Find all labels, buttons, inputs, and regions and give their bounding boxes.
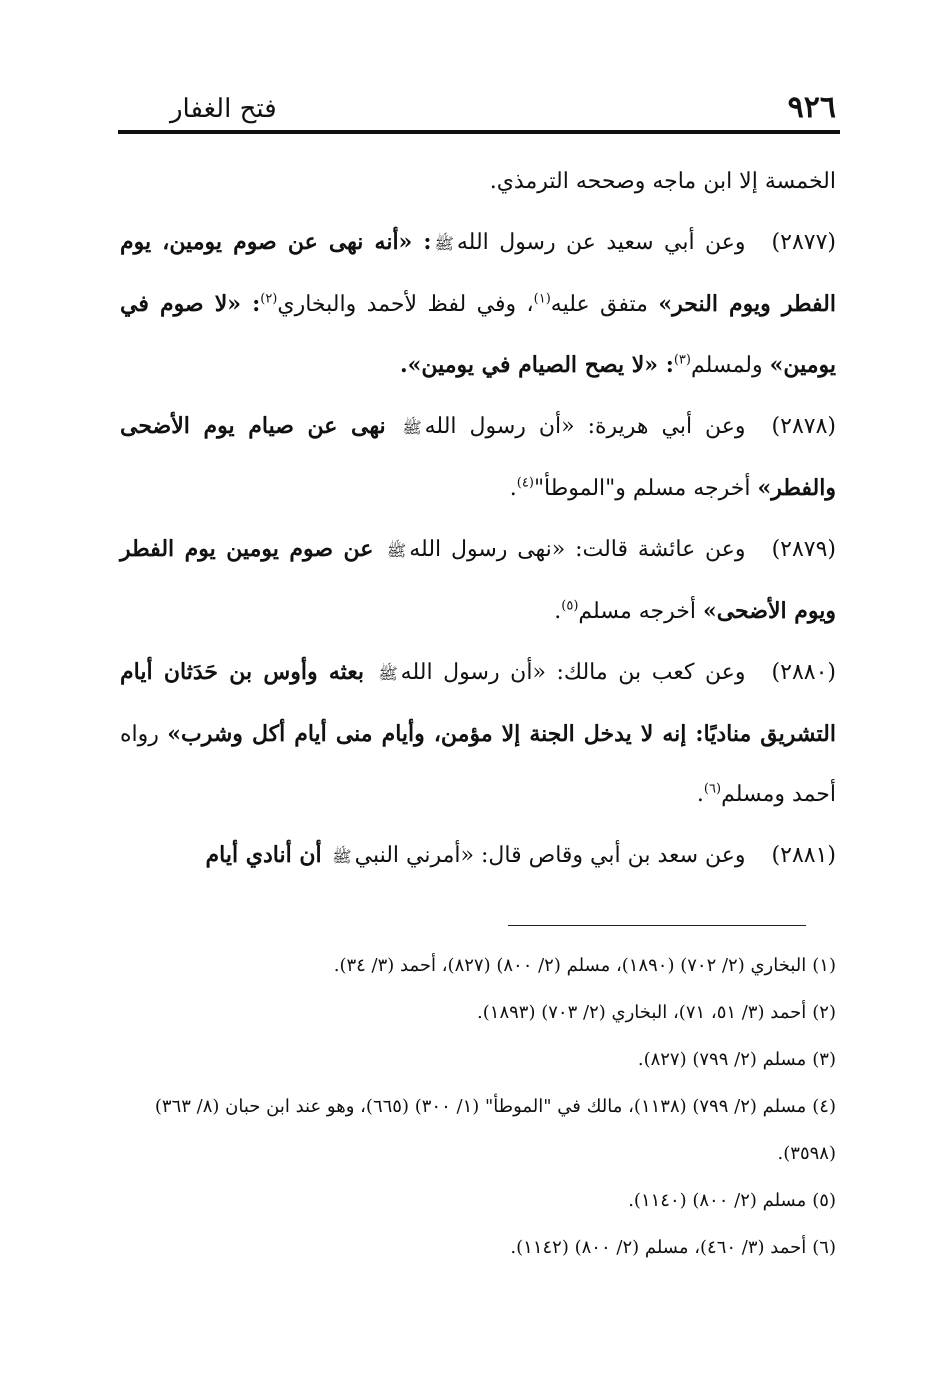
hadith-source: ، وفي لفظ لأحمد والبخاري [277,292,534,317]
footnote-item [120,1177,836,1224]
salawat-symbol: ﷺ [378,664,398,683]
hadith-lead: وعن كعب بن مالك: «أن رسول الله [400,660,746,685]
footnote-item [120,989,836,1036]
header-rule [118,130,840,134]
footnotes [120,942,836,1271]
footnote-number: (٢) [812,1002,836,1023]
salawat-symbol: ﷺ [434,234,454,253]
hadith-2879 [120,519,836,642]
footnote-number: (١) [812,955,836,976]
hadith-source: متفق عليه [550,292,659,317]
footnote-ref: (٤) [516,475,534,491]
hadith-2881 [120,825,836,887]
footnote-item [120,1224,836,1271]
hadith-tail: . [696,782,704,807]
footnote-item [120,1036,836,1083]
hadith-lead: وعن أبي سعيد عن رسول الله [456,230,746,255]
footnote-text: البخاري (٢/ ٧٠٢) (١٨٩٠)، مسلم (٢/ ٨٠٠) (٨٢٧)، أحمد (٣/ ٣٤). [333,955,807,976]
salawat-symbol: ﷺ [332,847,352,866]
hadith-number: (٢٨٨٠) [771,660,836,685]
main-text [120,152,836,887]
hadith-quote: أن أنادي أيام [205,842,330,868]
footnote-text: مسلم (٢/ ٧٩٩) (١١٣٨)، مالك في "الموطأ" (١/ ٣٠٠) (٦٦٥)، وهو عند ابن حبان (٨/ ٣٦٣) (٣٥٩٨). [154,1096,836,1164]
footnote-separator [508,925,806,926]
hadith-quote: : «أنه نهى عن صوم يومين، يوم الفطر ويوم النحر» [120,229,836,317]
hadith-quote: نهى عن صيام يوم الأضحى والفطر» [120,413,836,501]
footnote-text: مسلم (٢/ ٧٩٩) (٨٢٧). [637,1049,807,1070]
footnote-ref: (٥) [561,598,579,614]
footnote-number: (٣) [812,1049,836,1070]
footnote-text: مسلم (٢/ ٨٠٠) (١١٤٠). [628,1190,807,1211]
hadith-lead: وعن سعد بن أبي وقاص قال: «أمرني النبي [354,843,746,868]
hadith-quote: : «لا يصح الصيام في يومين». [399,352,674,378]
hadith-tail: . [509,476,517,501]
hadith-number: (٢٨٧٨) [771,414,836,439]
hadith-lead: وعن أبي هريرة: «أن رسول الله [424,414,746,439]
hadith-number: (٢٨٨١) [771,843,836,868]
footnote-number: (٦) [812,1237,836,1258]
footnote-item [120,942,836,989]
hadith-source: رواه أحمد ومسلم [120,722,836,807]
salawat-symbol: ﷺ [402,418,422,437]
footnote-ref: (٣) [673,352,691,368]
footnote-number: (٤) [812,1096,836,1117]
page-header [118,88,840,132]
footnote-text: أحمد (٣/ ٥١، ٧١)، البخاري (٢/ ٧٠٣) (١٨٩٣). [477,1002,807,1023]
footnote-ref: (٦) [703,781,722,797]
intro-line: الخمسة إلا ابن ماجه وصححه الترمذي. [489,169,836,194]
hadith-lead: وعن عائشة قالت: «نهى رسول الله [409,537,746,562]
hadith-number: (٢٨٧٩) [771,537,837,562]
running-title: فتح الغفار [170,94,277,124]
footnote-text: أحمد (٣/ ٤٦٠)، مسلم (٢/ ٨٠٠) (١١٤٢). [510,1237,807,1258]
footnote-ref: (٢) [260,291,278,307]
salawat-symbol: ﷺ [386,541,407,560]
footnote-number: (٥) [812,1190,836,1211]
hadith-tail: . [554,599,562,624]
hadith-source: أخرجه مسلم و"الموطأ" [533,476,758,501]
hadith-source: أخرجه مسلم [578,599,703,624]
hadith-quote: : «لا صوم في يومين» [120,291,836,378]
hadith-quote: بعثه وأوس بن حَدَثان أيام التشريق مناديًا: إنه لا يدخل الجنة إلا مؤمن، وأيام منى أيام أكل وشرب» [120,659,836,747]
footnote-ref: (١) [533,291,551,307]
hadith-source: ولمسلم [690,353,770,378]
hadith-2880 [120,642,836,825]
hadith-2878 [120,396,836,519]
hadith-quote: عن صوم يومين يوم الفطر ويوم الأضحى» [120,536,836,624]
hadith-2877 [120,212,836,396]
hadith-number: (٢٨٧٧) [771,230,836,255]
footnote-item [120,1083,836,1177]
page-number: ٩٢٦ [787,90,836,125]
